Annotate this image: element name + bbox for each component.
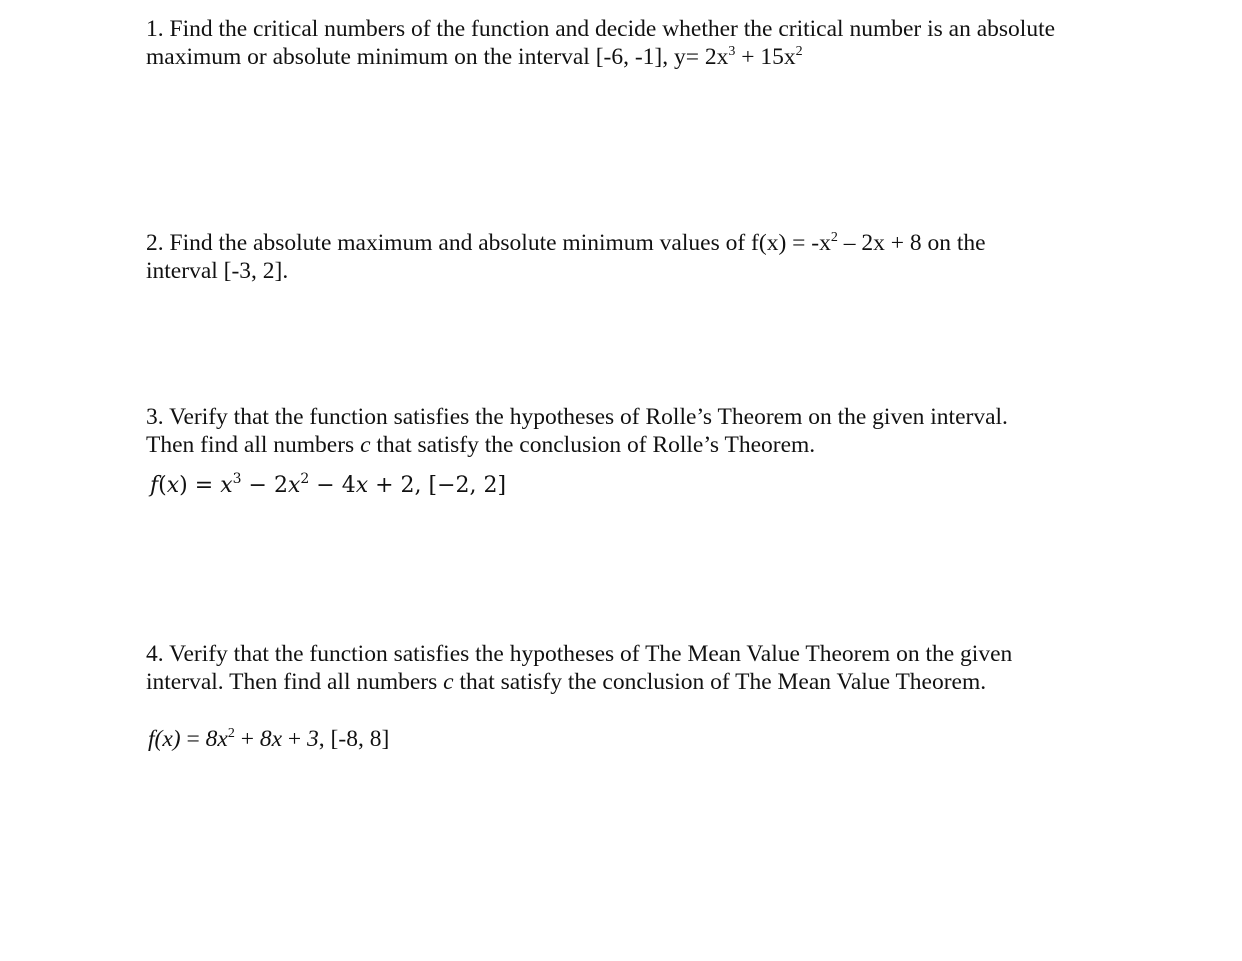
problem-2-line-2: interval [-3, 2].	[146, 258, 289, 284]
formula-term-exp: 2	[227, 726, 235, 741]
problem-3-text-suffix: that satisfy the conclusion of Rolle’s Theorem.	[370, 432, 816, 458]
problem-4-formula	[148, 725, 389, 753]
formula-x-arg: x	[166, 473, 180, 498]
formula-interval: , [-8, 8]	[318, 726, 390, 752]
problem-4-number: 4.	[146, 641, 164, 667]
problem-1-text-plus: + 15x	[735, 44, 796, 70]
formula-plus-2: +	[282, 726, 308, 752]
problem-4-variable-c: c	[443, 669, 454, 695]
problem-1-text-line-2: maximum or absolute minimum on the interval [-6, -1], y= 2x	[146, 44, 729, 70]
problem-4	[146, 640, 1106, 696]
problem-1-text-line-1: Find the critical numbers of the function and decide whether the critical number is an absolute	[169, 16, 1056, 42]
problem-1	[146, 15, 1106, 71]
problem-3-line-1	[146, 403, 1106, 431]
formula-lhs: f(x)	[148, 726, 181, 752]
problem-4-line-2	[146, 668, 1106, 696]
problem-4-text-prefix: interval. Then find all numbers	[146, 669, 444, 695]
problem-3-text-line-1: Verify that the function satisfies the hypotheses of Rolle’s Theorem on the given interval.	[169, 404, 1008, 430]
problem-1-number: 1.	[146, 16, 164, 42]
formula-exp-3: 3	[232, 471, 242, 487]
problem-1-exponent-2: 2	[795, 44, 803, 59]
problem-4-text-suffix: that satisfy the conclusion of The Mean Value Theorem.	[453, 669, 987, 695]
formula-f: f	[150, 473, 159, 498]
formula-term-8x2: 8x	[205, 726, 228, 752]
formula-term-8x: 8x	[259, 726, 283, 752]
problem-2-text-line-1: Find the absolute maximum and absolute minimum values of f(x) = -x	[169, 230, 831, 256]
formula-interval: + 2, [−2, 2]	[368, 473, 507, 498]
problem-2-exponent: 2	[830, 230, 838, 245]
problem-2-line-1	[146, 229, 1106, 257]
formula-eq: =	[180, 726, 206, 752]
problem-3-number: 3.	[146, 404, 164, 430]
formula-minus-4: − 4	[309, 473, 356, 498]
problem-3	[146, 403, 1106, 459]
problem-3-variable-c: c	[360, 432, 371, 458]
formula-paren-open: (	[158, 473, 167, 498]
problem-1-exponent-3: 3	[728, 44, 736, 59]
problem-4-text-line-1: Verify that the function satisfies the hypotheses of The Mean Value Theorem on the given	[169, 641, 1013, 667]
problem-1-line-2	[146, 43, 1106, 71]
problem-4-line-1	[146, 640, 1106, 668]
problem-2-text-suffix: – 2x + 8 on the	[837, 230, 986, 256]
problem-3-line-2	[146, 431, 1106, 459]
formula-exp-2: 2	[300, 471, 310, 487]
formula-x-squared: x	[287, 473, 301, 498]
formula-term-3: 3	[307, 726, 319, 752]
problem-3-formula	[150, 472, 506, 500]
formula-equals: ) =	[179, 473, 221, 498]
problem-2	[146, 229, 1106, 285]
formula-minus-2: − 2	[241, 473, 288, 498]
formula-plus-1: +	[234, 726, 260, 752]
formula-x-cubed: x	[220, 473, 233, 498]
problem-2-number: 2.	[146, 230, 164, 256]
problem-3-text-prefix: Then find all numbers	[146, 432, 361, 458]
problem-1-line-1	[146, 15, 1106, 43]
formula-x-linear: x	[355, 473, 369, 498]
